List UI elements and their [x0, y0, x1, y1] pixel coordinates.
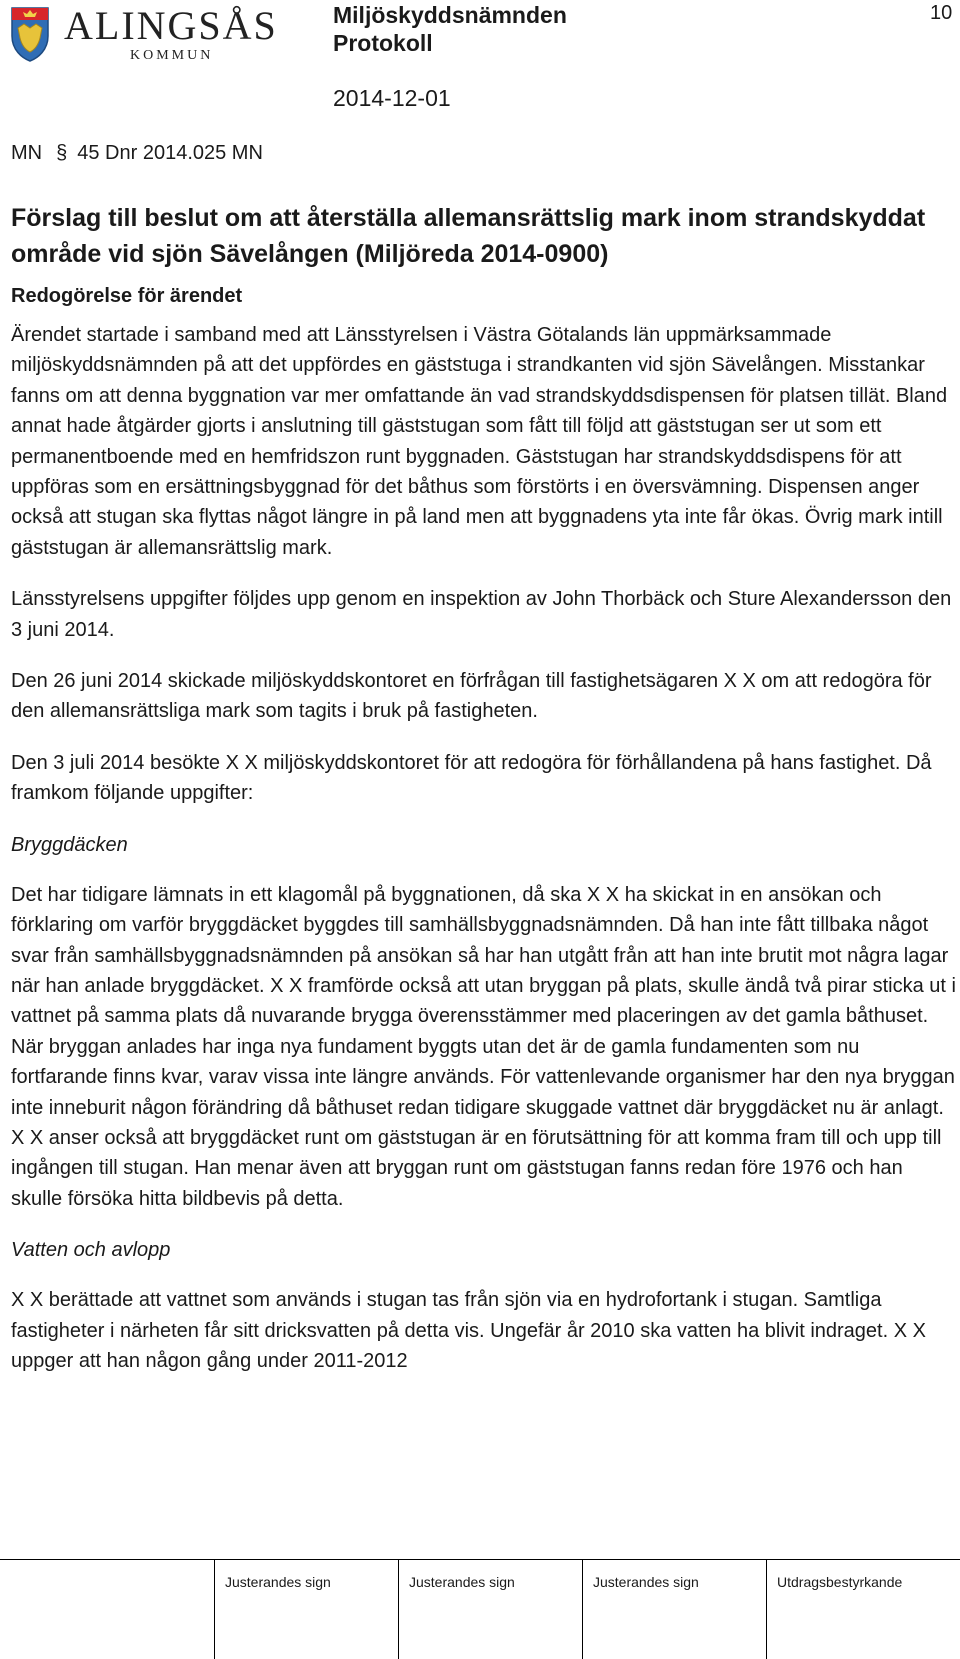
- document-type: Protokoll: [333, 30, 433, 56]
- section-heading: Redogörelse för ärendet: [11, 285, 243, 307]
- body-paragraph: Den 26 juni 2014 skickade miljöskyddskontoret en förfrågan till fastighetsägaren X X om att redogöra för den allemansrättsliga mark som tagits i bruk på fastigheten.: [11, 670, 932, 723]
- case-title: Förslag till beslut om att återställa allemansrättslig mark inom strandskyddat område vid sjön Sävelången (Miljöreda 2014-0900): [11, 204, 926, 268]
- signature-label: Justerandes sign: [225, 1574, 331, 1590]
- logo-subtitle: KOMMUN: [130, 48, 214, 63]
- body-paragraph: Länsstyrelsens uppgifter följdes upp genom en inspektion av John Thorbäck och Sture Alexandersson den 3 juni 2014.: [11, 588, 952, 641]
- certification-label: Utdragsbestyrkande: [777, 1574, 903, 1590]
- signature-label: Justerandes sign: [409, 1574, 515, 1590]
- body-paragraph: Ärendet startade i samband med att Länsstyrelsen i Västra Götalands län uppmärksammade miljöskyddsnämnden på att det uppfördes en gäststuga i strandkanten vid sjön Sävelången. Misstankar fanns om att denna byggnation var mer omfattande än vad strandskyddsdispensen för platsen tillät. Bland annat hade åtgärder gjorts i anslutning till gäststugan som fått till följd att gäststugan ser ut som ett permanentboende med en hemfridszon runt byggnaden. Gäststugan har strandskyddsdispens för att uppföras som en ersättningsbyggnad för det båthus som förstörts i en översvämning. Dispensen anger också att stugan ska flyttas något längre in på land men att byggnadens yta inte får ökas. Övrig mark intill gäststugan är allemansrättslig mark.: [11, 324, 948, 559]
- logo-wordmark: ALINGSÅS: [64, 3, 278, 48]
- document-body: [11, 200, 956, 1397]
- paragraph-mark: §: [56, 142, 68, 164]
- page-number: 10: [930, 2, 953, 24]
- reference-number: 45 Dnr 2014.025 MN: [77, 142, 263, 164]
- body-paragraph: Den 3 juli 2014 besökte X X miljöskyddskontoret för att redogöra för förhållandena på hans fastighet. Då framkom följande uppgifter:: [11, 751, 932, 805]
- municipality-logo: [10, 2, 290, 68]
- subsection-paragraph: X X berättade att vattnet som används i stugan tas från sjön via en hydrofortank i stugan. Samtliga fastigheter i närheten får sitt dricksvatten på detta vis. Ungefär år 2010 ska vatten ha blivit indraget. X X uppger att han någon gång under 2011-2012: [11, 1289, 926, 1372]
- signature-label: Justerandes sign: [593, 1574, 699, 1590]
- committee-name: Miljöskyddsnämnden: [333, 2, 567, 28]
- signature-column-divider: [766, 1559, 767, 1659]
- coat-of-arms-icon: [10, 6, 50, 62]
- document-date: 2014-12-01: [333, 85, 451, 111]
- signature-footer: [0, 1559, 960, 1659]
- reference-prefix: MN: [11, 142, 43, 164]
- subsection-paragraph: Det har tidigare lämnats in ett klagomål på byggnationen, då ska X X ha skickat in en ansökan och förklaring om varför bryggdäcket byggdes till samhällsbyggnadsnämnden. Då han inte fått tillbaka något svar från samhällsbyggnadsnämnden på ansökan så har han utgått från att han inte brutit mot några lagar när han anlade bryggdäcket. X X framförde också att utan bryggan på plats, skulle ändå två pirar sticka ut i vattnet på samma plats då nuvarande brygga överensstämmer med placeringen av det gamla båthuset. När bryggan anlades har inga nya fundament byggts utan det är de gamla fundamenten som nu fortfarande finns kvar, varav vissa inte längre används. För vattenlevande organismer har den nya bryggan inte inneburit någon förändring då båthuset redan tidigare skuggade vattnet där bryggdäcket nu är anlagt. X X anser också att bryggdäcket runt om gäststugan är en förutsättning för att komma fram till och upp till ingången till stugan. Han menar även att bryggan runt om gäststugan fanns redan före 1976 och han skulle försöka hitta bildbevis på detta.: [11, 883, 956, 1210]
- subsection-heading: Bryggdäcken: [11, 833, 128, 856]
- signature-column-divider: [214, 1559, 215, 1659]
- signature-column-divider: [582, 1559, 583, 1659]
- subsection-heading: Vatten och avlopp: [11, 1239, 171, 1262]
- page-header: [0, 0, 960, 130]
- signature-column-divider: [398, 1559, 399, 1659]
- case-reference: [11, 140, 263, 166]
- footer-divider: [0, 1559, 960, 1560]
